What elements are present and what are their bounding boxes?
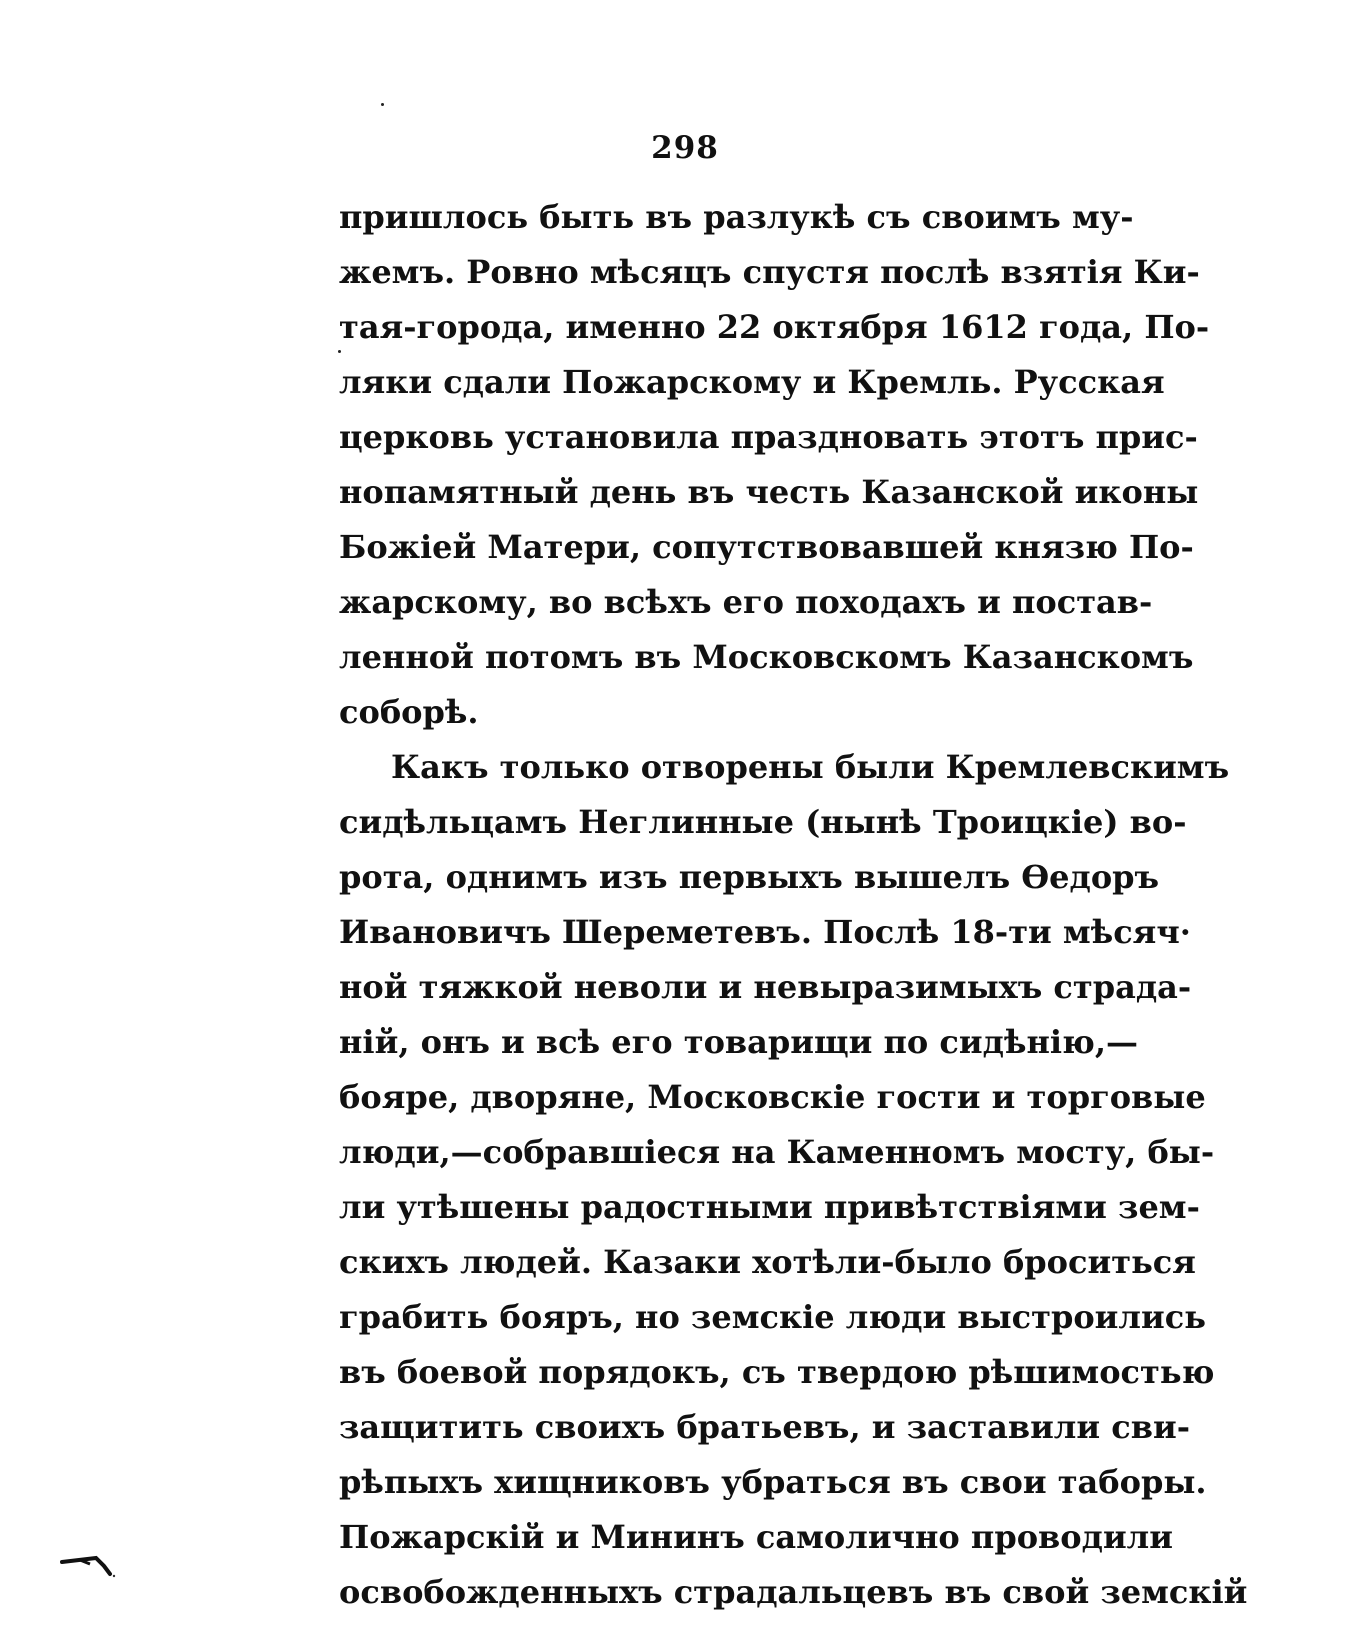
paragraph-start-line: Какъ только отворены были Кремлевскимъ (391, 748, 1230, 786)
scan-speck (381, 103, 384, 106)
text-line: скихъ людей. Казаки хотѣли-было броситься (339, 1243, 1196, 1281)
body-text (339, 190, 1248, 1620)
text-line: въ боевой порядокъ, съ твердою рѣшимостью (339, 1353, 1215, 1391)
text-line: грабить бояръ, но земскіе люди выстроились (339, 1298, 1206, 1336)
text-line: жемъ. Ровно мѣсяцъ спустя послѣ взятія Ки- (339, 253, 1200, 291)
scan-speck (338, 350, 341, 353)
text-line: нопамятный день въ честь Казанской иконы (339, 473, 1199, 511)
text-line: ной тяжкой неволи и невыразимыхъ страда- (339, 968, 1192, 1006)
paragraph-end-line: соборѣ. (339, 693, 479, 731)
text-line: Божіей Матери, сопутствовавшей князю По- (339, 528, 1194, 566)
text-line: ляки сдали Пожарскому и Кремль. Русская (339, 363, 1165, 401)
text-line: рѣпыхъ хищниковъ убраться въ свои таборы. (339, 1463, 1207, 1501)
text-line: освобожденныхъ страдальцевъ въ свой земскій (339, 1573, 1248, 1611)
text-line: ленной потомъ въ Московскомъ Казанскомъ (339, 638, 1194, 676)
text-line: жарскому, во всѣхъ его походахъ и постав- (339, 583, 1153, 621)
text-line: сидѣльцамъ Неглинные (нынѣ Троицкіе) во- (339, 803, 1187, 841)
text-line: люди,—собравшіеся на Каменномъ мосту, бы- (339, 1133, 1215, 1171)
text-line: бояре, дворяне, Московскіе гости и торговые (339, 1078, 1206, 1116)
text-line: пришлось быть въ разлукѣ съ своимъ му- (339, 198, 1134, 236)
text-line: ли утѣшены радостными привѣтствіями зем- (339, 1188, 1200, 1226)
text-line: Пожарскій и Мининъ самолично проводили (339, 1518, 1173, 1556)
text-line: Ивановичъ Шереметевъ. Послѣ 18-ти мѣсяч· (339, 913, 1191, 951)
text-line: церковь установила праздновать этотъ прис- (339, 418, 1198, 456)
page-number: 298 (651, 130, 719, 166)
text-line: ній, онъ и всѣ его товарищи по сидѣнію,— (339, 1023, 1138, 1061)
scan-mark (60, 1552, 120, 1580)
text-line: рота, однимъ изъ первыхъ вышелъ Ѳедоръ (339, 858, 1160, 896)
text-line: тая-города, именно 22 октября 1612 года, По- (339, 308, 1210, 346)
text-line: защитить своихъ братьевъ, и заставили сви- (339, 1408, 1190, 1446)
